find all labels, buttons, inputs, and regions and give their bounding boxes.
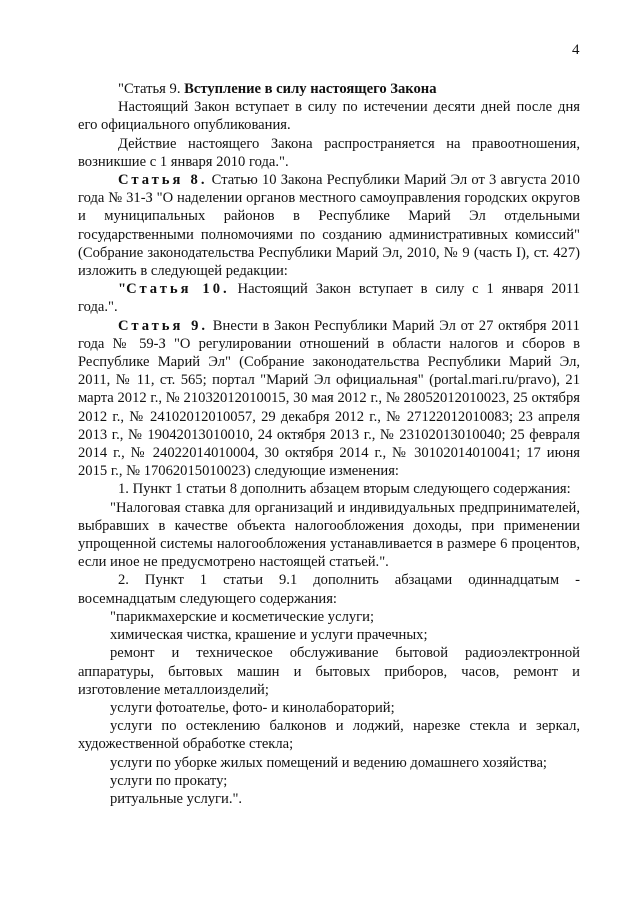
article-9-label: Статья 9. (118, 317, 209, 334)
list-item: услуги по прокату; (110, 772, 228, 789)
list-item: услуги по остеклению балконов и лоджий, нарезке стекла и зеркал, художественной обработке стекла; (78, 718, 580, 753)
article-9-text: Внести в Закон Республики Марий Эл от 27 октября 2011 года № 59-З "О регулировании отношений в области налогов и сборов в Республике Марий Эл" (Собрание законодательства Республики Марий Эл, 2011, № 11, ст. 565; портал "Марий Эл официальная" (portal.mari.ru/pravo), 21 марта 2012 г., № 21032012010015, 30 мая 2012 г., № 28052012010023, 25 октября 2012 г., № 24102012010057, 29 декабря 2012 г., № 27122012010083; 23 апреля 2013 г., № 19042013010010, 24 октября 2013 г., № 23102013010040; 25 февраля 2014 г., № 24022014010004, 30 октября 2014 г., № 30102014010041; 17 июня 2015 г., № 17062015010023) следующие изменения: (78, 317, 580, 480)
article-9-heading (78, 80, 580, 98)
paragraph-retroactive-effect: Действие настоящего Закона распространяется на правоотношения, возникшие с 1 января 2010 года.". (78, 135, 580, 170)
article-9-heading-prefix: "Статья 9. (118, 81, 185, 97)
article-8-text: Статью 10 Закона Республики Марий Эл от 3 августа 2010 года № 31-З "О наделении органов местного самоуправления городских округов и муниципальных районов в Республике Марий Эл отдельными государственными полномочиями по созданию административных комиссий" (Собрание законодательства Республики Марий Эл, 2010, № 9 (часть I), ст. 427) изложить в следующей редакции: (78, 172, 580, 280)
document-body (78, 80, 580, 808)
article-9-heading-title: Вступление в силу настоящего Закона (184, 81, 437, 97)
paragraph-entry-into-force: Настоящий Закон вступает в силу по истечении десяти дней после дня его официального опубликования. (78, 99, 580, 134)
page-number: 4 (572, 42, 580, 58)
article-8-paragraph (78, 171, 580, 280)
list-item: ритуальные услуги.". (110, 790, 243, 807)
list-item: услуги фотоателье, фото- и кинолабораторий; (110, 699, 395, 716)
amendment-item-1-quote: "Налоговая ставка для организаций и индивидуальных предпринимателей, выбравших в качестве объекта налогообложения доходы, при применении упрощенной системы налогообложения устанавливается в размере 6 процентов, если иное не предусмотрено настоящей статьей.". (78, 499, 580, 571)
amendment-item-2: 2. Пункт 1 статьи 9.1 дополнить абзацами одиннадцатым - восемнадцатым следующего содержания: (78, 572, 580, 607)
list-item: услуги по уборке жилых помещений и ведению домашнего хозяйства; (110, 754, 547, 771)
article-10-text: Настоящий Закон вступает в силу с 1 января 2011 года.". (78, 281, 580, 316)
article-10-paragraph (78, 280, 580, 316)
list-item: химическая чистка, крашение и услуги прачечных; (110, 627, 428, 644)
list-item: "парикмахерские и косметические услуги; (110, 608, 374, 625)
amendment-item-1: 1. Пункт 1 статьи 8 дополнить абзацем вторым следующего содержания: (118, 481, 571, 498)
article-10-quote-mark: " (118, 281, 127, 298)
article-9-paragraph (78, 317, 580, 481)
article-8-label: Статья 8. (118, 172, 208, 189)
article-10-label: Статья 10. (126, 281, 230, 298)
list-item: ремонт и техническое обслуживание бытовой радиоэлектронной аппаратуры, бытовых машин и бытовых приборов, часов, ремонт и изготовление металлоизделий; (78, 645, 580, 698)
